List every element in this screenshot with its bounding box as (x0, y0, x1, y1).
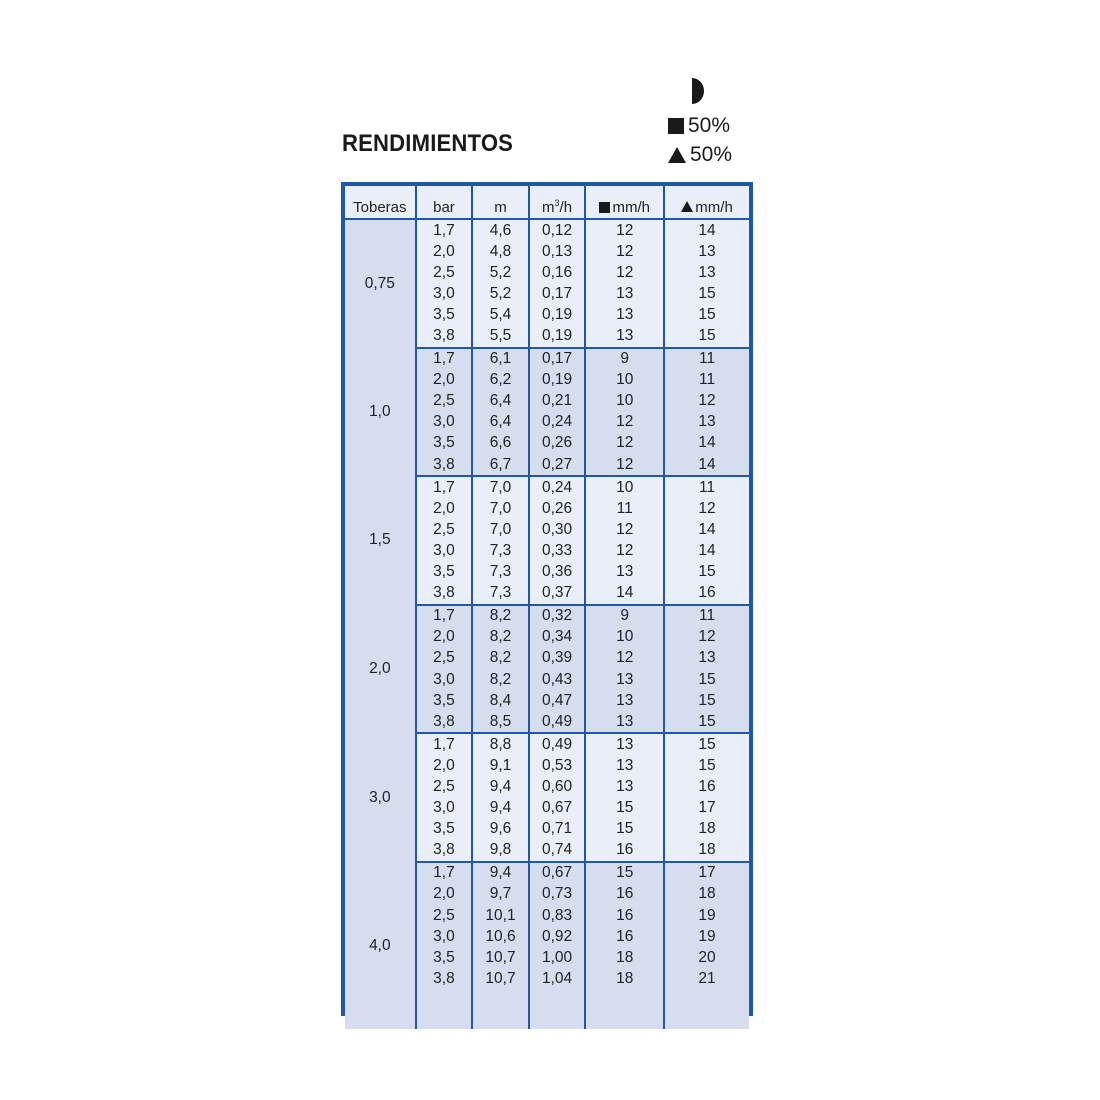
radius-cell: 5,4 (472, 304, 529, 325)
triangle-rate-cell: 11 (664, 348, 749, 370)
flow-cell: 0,73 (529, 884, 586, 905)
flow-cell: 0,21 (529, 391, 586, 412)
flow-cell: 0,34 (529, 627, 586, 648)
flow-cell: 0,53 (529, 755, 586, 776)
pressure-cell: 3,5 (416, 690, 473, 711)
triangle-rate-cell: 15 (664, 733, 749, 755)
pressure-cell: 3,8 (416, 711, 473, 733)
pressure-cell: 2,5 (416, 905, 473, 926)
radius-cell: 9,8 (472, 840, 529, 862)
triangle-rate-cell: 15 (664, 304, 749, 325)
triangle-rate-cell: 13 (664, 241, 749, 262)
square-rate-cell: 12 (585, 454, 664, 476)
pressure-cell: 3,0 (416, 926, 473, 947)
flow-cell: 0,13 (529, 241, 586, 262)
nozzle-cell: 1,0 (345, 348, 416, 477)
square-rate-cell: 13 (585, 755, 664, 776)
pressure-cell: 3,5 (416, 819, 473, 840)
pressure-cell: 1,7 (416, 348, 473, 370)
pressure-cell: 3,8 (416, 840, 473, 862)
square-rate-cell: 13 (585, 711, 664, 733)
square-icon (599, 202, 610, 213)
radius-cell: 9,6 (472, 819, 529, 840)
flow-cell: 0,39 (529, 648, 586, 669)
square-rate-cell: 11 (585, 498, 664, 519)
pressure-cell: 2,5 (416, 776, 473, 797)
pressure-cell: 3,8 (416, 583, 473, 605)
triangle-rate-cell: 20 (664, 947, 749, 968)
pressure-cell: 3,5 (416, 562, 473, 583)
triangle-rate-cell: 14 (664, 540, 749, 561)
pressure-cell: 3,0 (416, 669, 473, 690)
radius-cell: 9,4 (472, 776, 529, 797)
triangle-rate-cell: 12 (664, 391, 749, 412)
flow-cell: 0,32 (529, 605, 586, 627)
radius-cell: 5,2 (472, 283, 529, 304)
table-row (345, 862, 749, 884)
radius-cell: 6,7 (472, 454, 529, 476)
flow-cell: 1,00 (529, 947, 586, 968)
triangle-rate-cell: 21 (664, 968, 749, 989)
square-rate-cell: 12 (585, 241, 664, 262)
flow-cell: 0,67 (529, 798, 586, 819)
triangle-rate-cell: 17 (664, 798, 749, 819)
radius-cell: 7,3 (472, 562, 529, 583)
square-rate-cell: 14 (585, 583, 664, 605)
square-rate-cell: 18 (585, 968, 664, 989)
square-rate-cell: 13 (585, 304, 664, 325)
triangle-rate-cell: 15 (664, 711, 749, 733)
flow-cell: 0,26 (529, 433, 586, 454)
legend-triangle (668, 143, 732, 167)
triangle-rate-cell: 14 (664, 433, 749, 454)
radius-cell: 9,7 (472, 884, 529, 905)
square-rate-cell: 16 (585, 905, 664, 926)
square-rate-cell: 13 (585, 669, 664, 690)
pressure-cell: 3,8 (416, 454, 473, 476)
triangle-rate-cell: 16 (664, 583, 749, 605)
flow-cell: 0,26 (529, 498, 586, 519)
pressure-cell: 1,7 (416, 862, 473, 884)
header-triangle-rate (664, 186, 749, 219)
square-rate-cell: 13 (585, 776, 664, 797)
square-rate-cell: 9 (585, 348, 664, 370)
radius-cell: 8,4 (472, 690, 529, 711)
triangle-rate-cell: 18 (664, 819, 749, 840)
flow-cell: 0,92 (529, 926, 586, 947)
radius-cell: 8,2 (472, 605, 529, 627)
triangle-rate-cell: 16 (664, 776, 749, 797)
radius-cell: 7,3 (472, 540, 529, 561)
triangle-rate-cell: 15 (664, 325, 749, 347)
flow-cell: 0,24 (529, 476, 586, 498)
legend-square (668, 114, 730, 138)
square-rate-cell: 10 (585, 370, 664, 391)
square-rate-cell: 15 (585, 819, 664, 840)
pressure-cell: 2,5 (416, 648, 473, 669)
pressure-cell: 3,5 (416, 304, 473, 325)
square-rate-cell: 12 (585, 412, 664, 433)
table-row (345, 219, 749, 241)
square-rate-cell: 15 (585, 862, 664, 884)
triangle-rate-cell: 14 (664, 454, 749, 476)
flow-cell: 0,12 (529, 219, 586, 241)
empty-cell (529, 989, 586, 1029)
flow-cell: 0,17 (529, 283, 586, 304)
square-rate-cell: 18 (585, 947, 664, 968)
header-pressure: bar (416, 186, 473, 219)
flow-cell: 0,36 (529, 562, 586, 583)
radius-cell: 7,3 (472, 583, 529, 605)
radius-cell: 4,6 (472, 219, 529, 241)
triangle-rate-cell: 15 (664, 755, 749, 776)
triangle-rate-cell: 15 (664, 669, 749, 690)
legend-square-label: 50% (688, 114, 731, 137)
empty-cell (664, 989, 749, 1029)
flow-cell: 0,19 (529, 370, 586, 391)
square-rate-cell: 10 (585, 476, 664, 498)
square-icon (668, 118, 684, 134)
performance-table (341, 182, 753, 1016)
flow-cell: 0,74 (529, 840, 586, 862)
square-rate-cell: 16 (585, 926, 664, 947)
pressure-cell: 3,0 (416, 798, 473, 819)
triangle-rate-cell: 14 (664, 519, 749, 540)
radius-cell: 6,1 (472, 348, 529, 370)
triangle-rate-cell: 13 (664, 648, 749, 669)
radius-cell: 6,2 (472, 370, 529, 391)
square-rate-cell: 13 (585, 690, 664, 711)
radius-cell: 10,6 (472, 926, 529, 947)
header-radius: m (472, 186, 529, 219)
triangle-rate-cell: 15 (664, 562, 749, 583)
triangle-rate-cell: 11 (664, 476, 749, 498)
triangle-rate-cell: 11 (664, 605, 749, 627)
triangle-rate-cell: 12 (664, 498, 749, 519)
radius-cell: 8,5 (472, 711, 529, 733)
header-flow-base: m (542, 199, 555, 216)
square-rate-cell: 16 (585, 840, 664, 862)
square-rate-cell: 13 (585, 733, 664, 755)
flow-cell: 0,71 (529, 819, 586, 840)
pressure-cell: 3,5 (416, 947, 473, 968)
flow-cell: 0,16 (529, 262, 586, 283)
square-rate-cell: 13 (585, 562, 664, 583)
triangle-rate-cell: 19 (664, 926, 749, 947)
triangle-rate-cell: 18 (664, 840, 749, 862)
empty-cell (416, 989, 473, 1029)
triangle-rate-cell: 13 (664, 412, 749, 433)
table-row (345, 348, 749, 370)
triangle-icon (668, 147, 686, 163)
triangle-rate-cell: 17 (664, 862, 749, 884)
radius-cell: 8,2 (472, 669, 529, 690)
radius-cell: 8,2 (472, 648, 529, 669)
radius-cell: 9,4 (472, 862, 529, 884)
square-rate-cell: 10 (585, 627, 664, 648)
pressure-cell: 2,5 (416, 519, 473, 540)
triangle-rate-cell: 14 (664, 219, 749, 241)
table-row (345, 605, 749, 627)
pressure-cell: 3,0 (416, 283, 473, 304)
square-rate-cell: 12 (585, 262, 664, 283)
flow-cell: 0,17 (529, 348, 586, 370)
radius-cell: 6,4 (472, 412, 529, 433)
radius-cell: 9,1 (472, 755, 529, 776)
pressure-cell: 3,5 (416, 433, 473, 454)
radius-cell: 5,5 (472, 325, 529, 347)
flow-cell: 0,43 (529, 669, 586, 690)
square-rate-cell: 16 (585, 884, 664, 905)
table-row (345, 733, 749, 755)
header-flow-tail: /h (559, 199, 573, 216)
flow-cell: 0,67 (529, 862, 586, 884)
radius-cell: 10,7 (472, 968, 529, 989)
square-rate-cell: 13 (585, 325, 664, 347)
empty-cell (472, 989, 529, 1029)
pressure-cell: 3,0 (416, 540, 473, 561)
header-flow (529, 186, 586, 219)
header-nozzles: Toberas (345, 186, 416, 219)
square-rate-cell: 13 (585, 283, 664, 304)
flow-cell: 0,60 (529, 776, 586, 797)
triangle-rate-cell: 12 (664, 627, 749, 648)
flow-cell: 0,30 (529, 519, 586, 540)
legend-triangle-label: 50% (690, 143, 733, 166)
square-rate-cell: 10 (585, 391, 664, 412)
radius-cell: 4,8 (472, 241, 529, 262)
radius-cell: 7,0 (472, 519, 529, 540)
pressure-cell: 2,5 (416, 391, 473, 412)
pressure-cell: 3,8 (416, 968, 473, 989)
flow-cell: 0,27 (529, 454, 586, 476)
triangle-rate-cell: 15 (664, 283, 749, 304)
header-square-rate-label: mm/h (612, 199, 650, 216)
pressure-cell: 2,0 (416, 755, 473, 776)
flow-cell: 0,33 (529, 540, 586, 561)
triangle-rate-cell: 13 (664, 262, 749, 283)
flow-cell: 0,19 (529, 325, 586, 347)
pressure-cell: 1,7 (416, 476, 473, 498)
square-rate-cell: 12 (585, 519, 664, 540)
square-rate-cell: 12 (585, 433, 664, 454)
nozzle-cell: 4,0 (345, 862, 416, 1030)
flow-cell: 0,49 (529, 711, 586, 733)
nozzle-cell: 0,75 (345, 219, 416, 348)
triangle-rate-cell: 18 (664, 884, 749, 905)
flow-cell: 0,47 (529, 690, 586, 711)
pressure-cell: 1,7 (416, 605, 473, 627)
half-circle-icon (692, 78, 704, 104)
radius-cell: 8,8 (472, 733, 529, 755)
header-triangle-rate-label: mm/h (695, 199, 733, 216)
pressure-cell: 2,5 (416, 262, 473, 283)
square-rate-cell: 12 (585, 540, 664, 561)
flow-cell: 0,37 (529, 583, 586, 605)
radius-cell: 6,6 (472, 433, 529, 454)
flow-cell: 0,49 (529, 733, 586, 755)
radius-cell: 8,2 (472, 627, 529, 648)
pressure-cell: 3,0 (416, 412, 473, 433)
triangle-rate-cell: 11 (664, 370, 749, 391)
table-header-row (345, 186, 749, 219)
empty-cell (585, 989, 664, 1029)
radius-cell: 9,4 (472, 798, 529, 819)
radius-cell: 6,4 (472, 391, 529, 412)
triangle-rate-cell: 19 (664, 905, 749, 926)
pressure-cell: 2,0 (416, 241, 473, 262)
square-rate-cell: 12 (585, 219, 664, 241)
nozzle-cell: 3,0 (345, 733, 416, 862)
pressure-cell: 2,0 (416, 627, 473, 648)
pressure-cell: 1,7 (416, 733, 473, 755)
header-square-rate (585, 186, 664, 219)
flow-cell: 0,19 (529, 304, 586, 325)
pressure-cell: 2,0 (416, 370, 473, 391)
page-title: RENDIMIENTOS (342, 130, 514, 157)
triangle-rate-cell: 15 (664, 690, 749, 711)
radius-cell: 5,2 (472, 262, 529, 283)
square-rate-cell: 12 (585, 648, 664, 669)
pressure-cell: 2,0 (416, 498, 473, 519)
radius-cell: 10,1 (472, 905, 529, 926)
square-rate-cell: 9 (585, 605, 664, 627)
radius-cell: 7,0 (472, 498, 529, 519)
pressure-cell: 1,7 (416, 219, 473, 241)
square-rate-cell: 15 (585, 798, 664, 819)
nozzle-cell: 2,0 (345, 605, 416, 734)
flow-cell: 0,24 (529, 412, 586, 433)
nozzle-cell: 1,5 (345, 476, 416, 605)
pressure-cell: 3,8 (416, 325, 473, 347)
pressure-cell: 2,0 (416, 884, 473, 905)
header-flow-exp: 3 (554, 198, 560, 208)
flow-cell: 0,83 (529, 905, 586, 926)
radius-cell: 10,7 (472, 947, 529, 968)
radius-cell: 7,0 (472, 476, 529, 498)
table-row (345, 476, 749, 498)
flow-cell: 1,04 (529, 968, 586, 989)
triangle-icon (681, 201, 693, 212)
